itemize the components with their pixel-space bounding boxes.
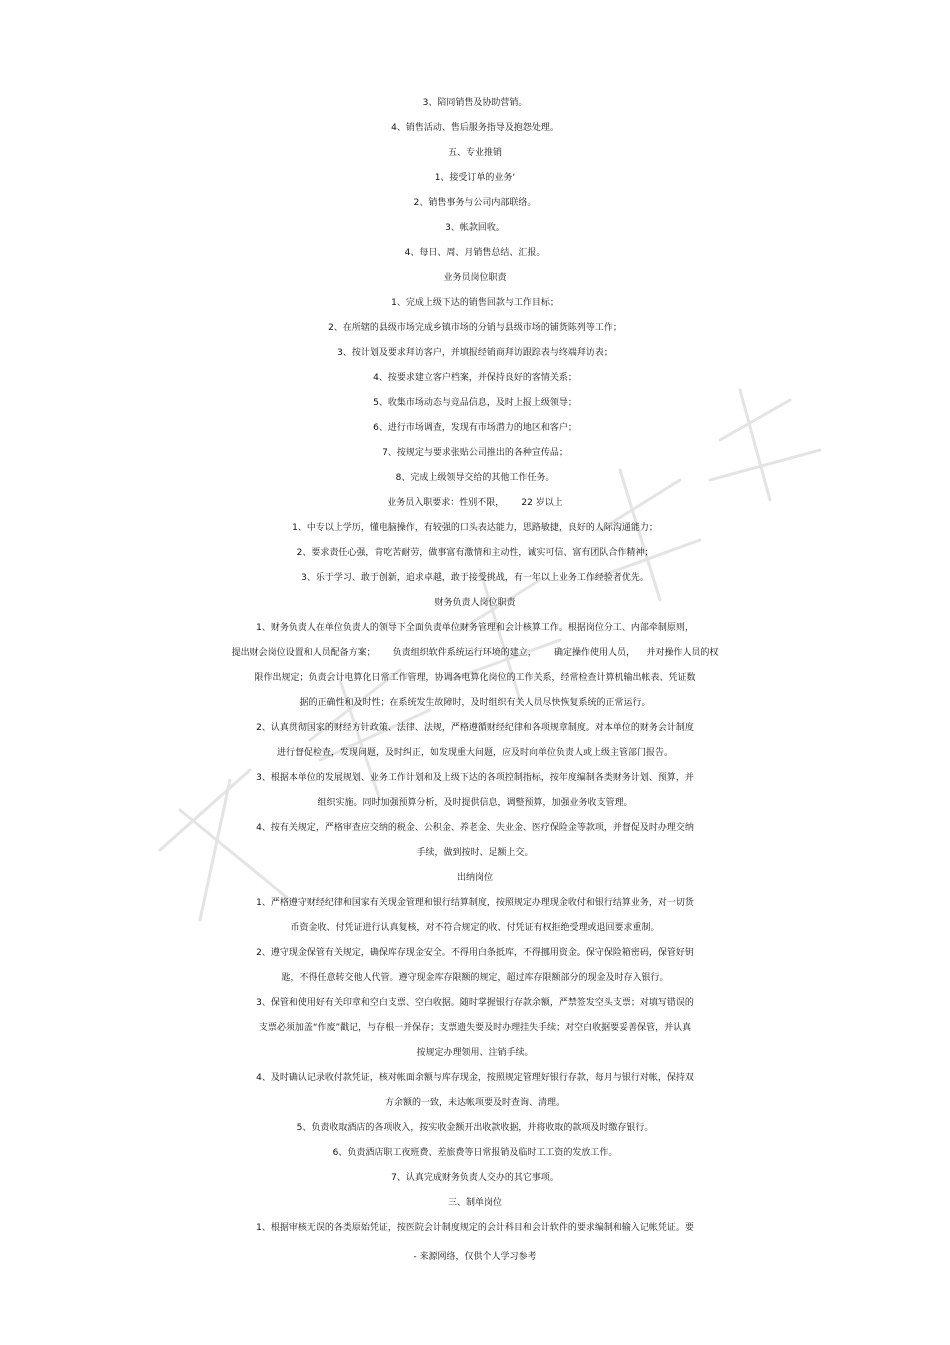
text-line: 5、收集市场动态与竞品信息，及时上报上级领导； bbox=[373, 398, 577, 408]
text-line: 6、进行市场调查，发现有市场潜力的地区和客户； bbox=[373, 423, 577, 433]
text-line: 1、中专以上学历，懂电脑操作，有较强的口头表达能力，思路敏捷，良好的人际沟通能力； bbox=[292, 523, 658, 533]
text-line: 1、财务负责人在单位负责人的领导下全面负责单位财务管理和会计核算工作。根据岗位分工、内部牵制原则， bbox=[256, 623, 694, 633]
text-line: 手续，做到按时、足额上交。 bbox=[416, 848, 534, 858]
text-line: 4、按有关规定，严格审查应交纳的税金、公积金、养老金、失业金、医疗保险金等款项，并督促及时办理交纳 bbox=[256, 823, 694, 833]
section-heading: 五、专业推销 bbox=[447, 148, 502, 158]
text-line: 方余额的一致，未达帐项要及时查询、清理。 bbox=[384, 1098, 565, 1108]
text-line: 2、在所辖的县级市场完成乡镇市场的分销与县级市场的铺货陈列等工作； bbox=[328, 323, 622, 333]
text-line: 2、认真贯彻国家的财经方针政策、法律、法规，严格遵循财经纪律和各项规章制度。对本单位的财务会计制度 bbox=[256, 723, 694, 733]
text-line: 7、认真完成财务负责人交办的其它事项。 bbox=[391, 1173, 559, 1183]
page-footer: - 来源网络，仅供个人学习参考 bbox=[413, 1252, 537, 1262]
section-heading: 业务员岗位职责 bbox=[443, 273, 507, 283]
text-line: 提出财会岗位设置和人员配备方案； 负责组织软件系统运行环境的建立， 确定操作使用人员， 并对操作人员的权 bbox=[231, 648, 719, 658]
text-line: 5、负责收取酒店的各项收入，按实收金额开出收款收据，并将收取的款项及时缴存银行。 bbox=[296, 1123, 654, 1133]
text-line: 4、每日、周、月销售总结、汇报。 bbox=[404, 248, 546, 258]
text-line: 7、按规定与要求张贴公司推出的各种宣传品； bbox=[382, 448, 568, 458]
text-line: 1、严格遵守财经纪律和国家有关现金管理和银行结算制度，按照规定办理现金收付和银行结算业务，对一切货 bbox=[256, 898, 694, 908]
text-line: 按规定办理领用、注销手续。 bbox=[416, 1048, 534, 1058]
text-line: 4、及时确认记录收付款凭证，核对帐面余额与库存现金，按照规定管理好银行存款，每月与银行对帐，保持双 bbox=[256, 1073, 694, 1083]
text-line: 3、按计划及要求拜访客户，并填报经销商拜访跟踪表与终端拜访表； bbox=[337, 348, 613, 358]
text-line: 业务员入职要求：性别不限， 22 岁以上 bbox=[387, 498, 563, 508]
text-line: 3、保管和使用好有关印章和空白支票、空白收据。随时掌握银行存款余额，严禁签发空头支票；对填写错误的 bbox=[256, 998, 694, 1008]
text-line: 3、帐款回收。 bbox=[445, 223, 505, 233]
text-line: 6、负责酒店职工夜班费、差旅费等日常报销及临时工工资的发放工作。 bbox=[332, 1148, 618, 1158]
text-line: 3、陪同销售及协助营销。 bbox=[422, 98, 528, 108]
text-line: 2、遵守现金保管有关规定，确保库存现金安全。不得用白条抵库，不得挪用资金。保守保险箱密码，保管好钥 bbox=[256, 948, 694, 958]
text-line: 1、根据审核无误的各类原始凭证，按医院会计制度规定的会计科目和会计软件的要求编制和输入记帐凭证。要 bbox=[256, 1223, 694, 1233]
section-heading: 出纳岗位 bbox=[456, 873, 493, 883]
text-line: 3、乐于学习、敢于创新，追求卓越，敢于接受挑战，有一年以上业务工作经验者优先。 bbox=[301, 573, 649, 583]
text-line: 限作出规定；负责会计电算化日常工作管理，协调各电算化岗位的工作关系，经常检查计算机输出帐表、凭证数 bbox=[254, 673, 696, 683]
section-heading: 财务负责人岗位职责 bbox=[434, 598, 516, 608]
text-line: 1、接受订单的业务‘ bbox=[434, 173, 516, 183]
section-heading: 三、制单岗位 bbox=[447, 1198, 502, 1208]
text-line: 匙，不得任意转交他人代管。遵守现金库存限额的规定，超过库存限额部分的现金及时存入银行。 bbox=[281, 973, 669, 983]
text-line: 2、要求责任心强，肯吃苦耐劳，做事富有激情和主动性，诚实可信、富有团队合作精神； bbox=[296, 548, 654, 558]
text-line: 组织实施。同时加强预算分析，及时提供信息，调整预算，加强业务收支管理。 bbox=[317, 798, 633, 808]
text-line: 2、销售事务与公司内部联络。 bbox=[413, 198, 537, 208]
text-line: 4、销售活动、售后服务指导及抱怨处理。 bbox=[391, 123, 559, 133]
text-line: 1、完成上级下达的销售回款与工作目标； bbox=[391, 298, 559, 308]
text-line: 8、完成上级领导交给的其他工作任务。 bbox=[395, 473, 555, 483]
text-line: 3、根据本单位的发展规划、业务工作计划和及上级下达的各项控制指标，按年度编制各类财务计划、预算，并 bbox=[256, 773, 694, 783]
text-line: 据的正确性和及时性；在系统发生故障时，及时组织有关人员尽快恢复系统的正常运行。 bbox=[299, 698, 651, 708]
text-line: 支票必须加盖“作废”戳记，与存根一并保存；支票遗失要及时办理挂失手续；对空白收据要妥善保管，并认真 bbox=[258, 1023, 692, 1033]
text-line: 币资金收、付凭证进行认真复核，对不符合规定的收、付凭证有权拒绝受理或退回要求重制。 bbox=[290, 923, 660, 933]
text-line: 进行督促检查，发现问题，及时纠正，如发现重大问题，应及时向单位负责人或上级主管部门报告。 bbox=[276, 748, 673, 758]
text-line: 4、按要求建立客户档案，并保持良好的客情关系； bbox=[373, 373, 577, 383]
